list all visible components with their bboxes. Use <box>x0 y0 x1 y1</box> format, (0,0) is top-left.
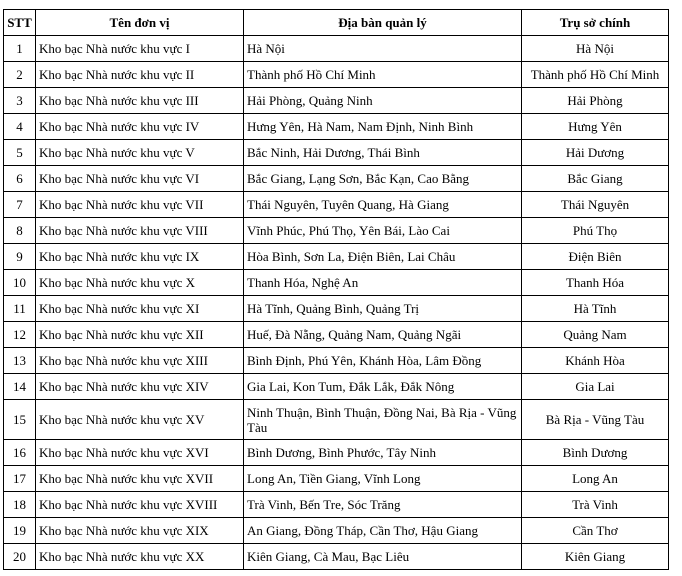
cell-stt: 9 <box>4 244 36 270</box>
cell-unit-name: Kho bạc Nhà nước khu vực XV <box>36 400 244 440</box>
table-body <box>4 36 669 570</box>
cell-stt: 13 <box>4 348 36 374</box>
cell-headquarters: Điện Biên <box>522 244 669 270</box>
cell-managed-area: Hà Tĩnh, Quảng Bình, Quảng Trị <box>244 296 522 322</box>
cell-managed-area: Bắc Giang, Lạng Sơn, Bắc Kạn, Cao Bằng <box>244 166 522 192</box>
cell-stt: 12 <box>4 322 36 348</box>
treasury-regions-table <box>3 9 669 570</box>
cell-headquarters: Phú Thọ <box>522 218 669 244</box>
cell-unit-name: Kho bạc Nhà nước khu vực IX <box>36 244 244 270</box>
cell-managed-area: Bình Dương, Bình Phước, Tây Ninh <box>244 440 522 466</box>
cell-unit-name: Kho bạc Nhà nước khu vực V <box>36 140 244 166</box>
cell-unit-name: Kho bạc Nhà nước khu vực VIII <box>36 218 244 244</box>
cell-headquarters: Hà Tĩnh <box>522 296 669 322</box>
cell-unit-name: Kho bạc Nhà nước khu vực X <box>36 270 244 296</box>
table-row <box>4 36 669 62</box>
table-row <box>4 348 669 374</box>
cell-managed-area: Long An, Tiền Giang, Vĩnh Long <box>244 466 522 492</box>
cell-headquarters: Thành phố Hồ Chí Minh <box>522 62 669 88</box>
table-row <box>4 322 669 348</box>
cell-stt: 3 <box>4 88 36 114</box>
cell-stt: 8 <box>4 218 36 244</box>
cell-headquarters: Bà Rịa - Vũng Tàu <box>522 400 669 440</box>
table-row <box>4 270 669 296</box>
cell-managed-area: Hà Nội <box>244 36 522 62</box>
cell-managed-area: Hòa Bình, Sơn La, Điện Biên, Lai Châu <box>244 244 522 270</box>
header-managed-area: Địa bàn quản lý <box>244 10 522 36</box>
table-row <box>4 192 669 218</box>
cell-headquarters: Hà Nội <box>522 36 669 62</box>
cell-headquarters: Bắc Giang <box>522 166 669 192</box>
cell-unit-name: Kho bạc Nhà nước khu vực XVIII <box>36 492 244 518</box>
cell-managed-area: Huế, Đà Nẵng, Quảng Nam, Quảng Ngãi <box>244 322 522 348</box>
cell-managed-area: Gia Lai, Kon Tum, Đắk Lắk, Đắk Nông <box>244 374 522 400</box>
table-row <box>4 244 669 270</box>
cell-managed-area: Bắc Ninh, Hải Dương, Thái Bình <box>244 140 522 166</box>
cell-managed-area: Vĩnh Phúc, Phú Thọ, Yên Bái, Lào Cai <box>244 218 522 244</box>
table-row <box>4 166 669 192</box>
cell-headquarters: Quảng Nam <box>522 322 669 348</box>
cell-unit-name: Kho bạc Nhà nước khu vực XVII <box>36 466 244 492</box>
cell-managed-area: Bình Định, Phú Yên, Khánh Hòa, Lâm Đồng <box>244 348 522 374</box>
header-unit-name: Tên đơn vị <box>36 10 244 36</box>
cell-unit-name: Kho bạc Nhà nước khu vực XIV <box>36 374 244 400</box>
cell-unit-name: Kho bạc Nhà nước khu vực II <box>36 62 244 88</box>
cell-managed-area: Thanh Hóa, Nghệ An <box>244 270 522 296</box>
cell-stt: 4 <box>4 114 36 140</box>
cell-managed-area: Kiên Giang, Cà Mau, Bạc Liêu <box>244 544 522 570</box>
cell-stt: 14 <box>4 374 36 400</box>
table-row <box>4 466 669 492</box>
cell-headquarters: Thái Nguyên <box>522 192 669 218</box>
cell-unit-name: Kho bạc Nhà nước khu vực XIII <box>36 348 244 374</box>
cell-stt: 5 <box>4 140 36 166</box>
cell-headquarters: Kiên Giang <box>522 544 669 570</box>
header-headquarters: Trụ sở chính <box>522 10 669 36</box>
cell-stt: 18 <box>4 492 36 518</box>
cell-stt: 11 <box>4 296 36 322</box>
cell-unit-name: Kho bạc Nhà nước khu vực XII <box>36 322 244 348</box>
cell-headquarters: Trà Vinh <box>522 492 669 518</box>
cell-unit-name: Kho bạc Nhà nước khu vực XVI <box>36 440 244 466</box>
cell-stt: 15 <box>4 400 36 440</box>
cell-managed-area: Hưng Yên, Hà Nam, Nam Định, Ninh Bình <box>244 114 522 140</box>
cell-headquarters: Khánh Hòa <box>522 348 669 374</box>
cell-headquarters: Hải Phòng <box>522 88 669 114</box>
cell-stt: 17 <box>4 466 36 492</box>
cell-unit-name: Kho bạc Nhà nước khu vực III <box>36 88 244 114</box>
cell-headquarters: Hưng Yên <box>522 114 669 140</box>
table-row <box>4 374 669 400</box>
cell-managed-area: Hải Phòng, Quảng Ninh <box>244 88 522 114</box>
table-row <box>4 218 669 244</box>
table-row <box>4 114 669 140</box>
table-row <box>4 296 669 322</box>
table-row <box>4 544 669 570</box>
cell-managed-area: Thái Nguyên, Tuyên Quang, Hà Giang <box>244 192 522 218</box>
cell-headquarters: Hải Dương <box>522 140 669 166</box>
cell-unit-name: Kho bạc Nhà nước khu vực IV <box>36 114 244 140</box>
table-row <box>4 400 669 440</box>
table-row <box>4 88 669 114</box>
cell-unit-name: Kho bạc Nhà nước khu vực VII <box>36 192 244 218</box>
cell-stt: 16 <box>4 440 36 466</box>
table-row <box>4 140 669 166</box>
cell-stt: 1 <box>4 36 36 62</box>
cell-stt: 7 <box>4 192 36 218</box>
cell-stt: 2 <box>4 62 36 88</box>
cell-unit-name: Kho bạc Nhà nước khu vực VI <box>36 166 244 192</box>
cell-stt: 20 <box>4 544 36 570</box>
table-row <box>4 492 669 518</box>
cell-managed-area: An Giang, Đồng Tháp, Cần Thơ, Hậu Giang <box>244 518 522 544</box>
cell-headquarters: Thanh Hóa <box>522 270 669 296</box>
table-row <box>4 440 669 466</box>
cell-headquarters: Bình Dương <box>522 440 669 466</box>
cell-unit-name: Kho bạc Nhà nước khu vực XX <box>36 544 244 570</box>
cell-unit-name: Kho bạc Nhà nước khu vực XIX <box>36 518 244 544</box>
table-header-row <box>4 10 669 36</box>
cell-stt: 19 <box>4 518 36 544</box>
cell-headquarters: Gia Lai <box>522 374 669 400</box>
cell-headquarters: Long An <box>522 466 669 492</box>
header-stt: STT <box>4 10 36 36</box>
cell-stt: 10 <box>4 270 36 296</box>
cell-headquarters: Cần Thơ <box>522 518 669 544</box>
table-row <box>4 518 669 544</box>
cell-managed-area: Ninh Thuận, Bình Thuận, Đồng Nai, Bà Rịa - Vũng Tàu <box>244 400 522 440</box>
cell-stt: 6 <box>4 166 36 192</box>
cell-managed-area: Trà Vinh, Bến Tre, Sóc Trăng <box>244 492 522 518</box>
cell-managed-area: Thành phố Hồ Chí Minh <box>244 62 522 88</box>
cell-unit-name: Kho bạc Nhà nước khu vực XI <box>36 296 244 322</box>
cell-unit-name: Kho bạc Nhà nước khu vực I <box>36 36 244 62</box>
table-row <box>4 62 669 88</box>
